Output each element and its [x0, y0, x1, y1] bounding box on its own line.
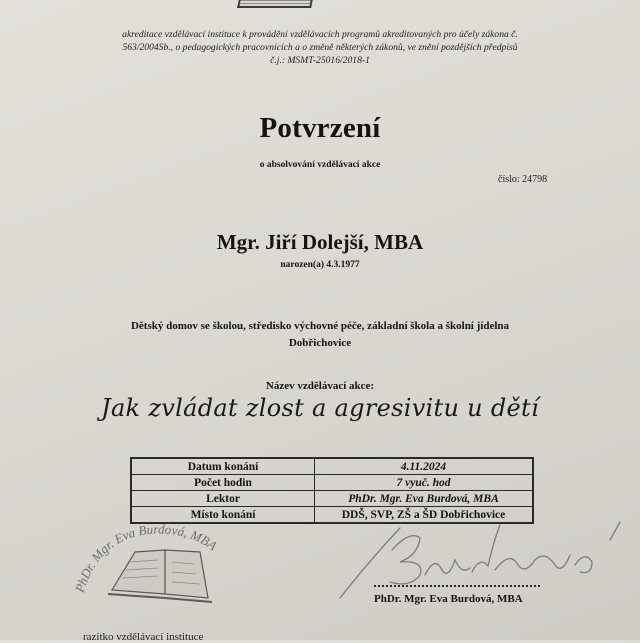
- recipient-birthdate: narozen(a) 4.3.1977: [280, 260, 360, 270]
- signature-line: [374, 585, 540, 587]
- organization-line-1: Dětský domov se školou, středisko výchovné péče, základní škola a školní jídelna: [130, 320, 510, 332]
- open-book-icon: [108, 550, 212, 602]
- row-value-venue: DDŠ, SVP, ZŠ a ŠD Dobřichovice: [315, 507, 534, 524]
- accreditation-line-2: 563/2004Sb., o pedagogických pracovnících a o změně některých zákonů, ve znění pozdějších předpisů: [122, 42, 518, 53]
- accreditation-statement: [40, 28, 600, 67]
- signatory-name: PhDr. Mgr. Eva Burdová, MBA: [374, 593, 523, 605]
- certificate-title-text: Potvrzení: [259, 112, 381, 144]
- table-row: [131, 475, 533, 491]
- event-details-table: [130, 457, 534, 524]
- handwritten-signature: [330, 520, 630, 600]
- row-label-venue: Místo konání: [131, 507, 315, 524]
- organization-line-2: Dobřichovice: [288, 337, 352, 349]
- accreditation-reference: č.j.: MSMT-25016/2018-1: [270, 55, 370, 66]
- row-value-hours: 7 vyuč. hod: [315, 475, 534, 491]
- table-row: [131, 491, 533, 507]
- recipient-organization: [60, 318, 580, 352]
- accreditation-line-1: akreditace vzdělávací instituce k provádění vzdělávacích programů akreditovaných pro účely zákona č.: [122, 29, 518, 40]
- row-label-lecturer: Lektor: [131, 491, 315, 507]
- certificate-number: číslo: 24798: [498, 174, 548, 185]
- recipient-name: Mgr. Jiří Dolejší, MBA: [216, 230, 424, 254]
- stamp-caption: razítko vzdělávací instituce: [83, 631, 204, 643]
- row-value-date: 4.11.2024: [315, 458, 534, 475]
- row-label-hours: Počet hodin: [131, 475, 315, 491]
- table-row: [131, 458, 533, 475]
- row-value-lecturer: PhDr. Mgr. Eva Burdová, MBA: [315, 491, 534, 507]
- certificate-title: [0, 112, 640, 145]
- certificate-subtitle: o absolvování vzdělávací akce: [259, 160, 381, 170]
- institution-stamp: [60, 520, 260, 620]
- stamp-arc-text: PhDr. Mgr. Eva Burdová, MBA: [71, 521, 221, 595]
- event-name: Jak zvládat zlost a agresivitu u dětí: [101, 394, 539, 422]
- institution-logo-fragment: [237, 0, 317, 8]
- event-label: Název vzdělávací akce:: [265, 380, 375, 392]
- row-label-date: Datum konání: [131, 458, 315, 475]
